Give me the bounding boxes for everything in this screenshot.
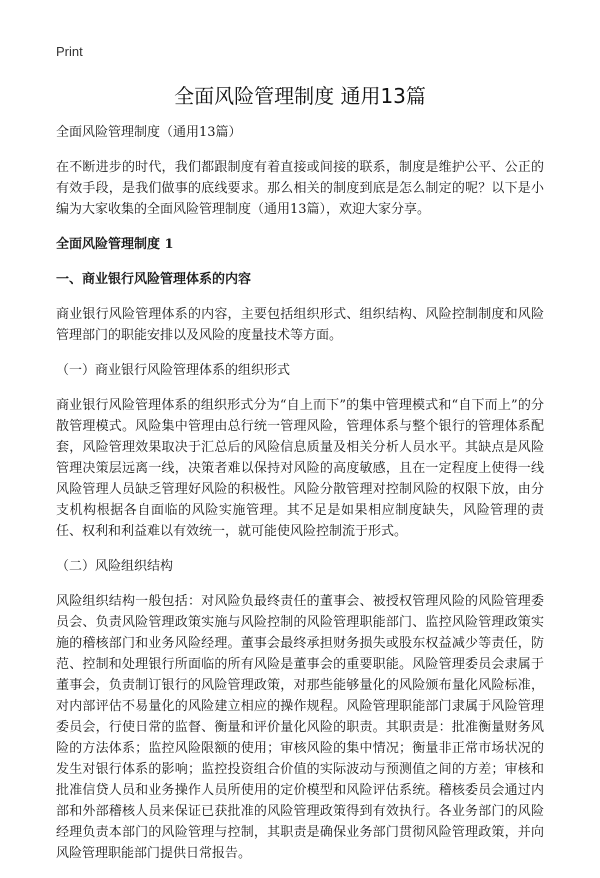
subsection-paragraph-organization-form: 商业银行风险管理体系的组织形式分为“自上而下”的集中管理模式和“自下而上”的分散管理模式。风险集中管理由总行统一管理风险，管理体系与整个银行的管理体系配套，风险管理效果取决于汇总后的风险信息质量及相关分析人员水平。其缺点是风险管理决策层远离一线，决策者难以保持对风险的高度敏感，且在一定程度上使得一线风险管理人员缺乏管理好风险的积极性。风险分散管理对控制风险的权限下放，由分支机构根据各自面临的风险实施管理。其不足是如果相应制度缺失，风险管理的责任、权利和利益难以有效统一，就可能使风险控制流于形式。 — [56, 398, 544, 539]
print-link[interactable]: Print — [56, 44, 83, 59]
section-heading: 全面风险管理制度 1 — [56, 237, 174, 252]
part-heading: 一、商业银行风险管理体系的内容 — [56, 272, 252, 287]
document-subtitle: 全面风险管理制度（通用13篇） — [56, 125, 242, 140]
part-paragraph: 商业银行风险管理体系的内容，主要包括组织形式、组织结构、风险控制制度和风险管理部门的职能安排以及风险的度量技术等方面。 — [56, 307, 544, 343]
subsection-heading-organization-structure: （二）风险组织结构 — [56, 559, 174, 574]
document-body — [56, 122, 544, 878]
document-title: 全面风险管理制度 通用13篇 — [174, 84, 426, 108]
intro-paragraph: 在不断进步的时代，我们都跟制度有着直接或间接的联系，制度是维护公平、公正的有效手段，是我们做事的底线要求。那么相关的制度到底是怎么制定的呢？以下是小编为大家收集的全面风险管理制度（通用13篇），欢迎大家分享。 — [56, 160, 544, 217]
subsection-heading-organization-form: （一）商业银行风险管理体系的组织形式 — [56, 363, 291, 378]
subsection-paragraph-organization-structure: 风险组织结构一般包括：对风险负最终责任的董事会、被授权管理风险的风险管理委员会、负责风险管理政策实施与风险控制的风险管理职能部门、监控风险管理政策实施的稽核部门和业务风险经理。董事会最终承担财务损失或股东权益减少等责任，防范、控制和处理银行所面临的所有风险是董事会的重要职能。风险管理委员会隶属于董事会，负责制订银行的风险管理政策，对那些能够量化的风险颁布量化风险标准，对内部评估不易量化的风险建立相应的操作规程。风险管理职能部门隶属于风险管理委员会，行使日常的监督、衡量和评价量化风险的职责。其职责是：批准衡量财务风险的方法体系；监控风险限额的使用；审核风险的集中情况；衡量非正常市场状况的发生对银行体系的影响；监控投资组合价值的实际波动与预测值之间的方差；审核和批准信贷人员和业务操作人员所使用的定价模型和风险评估系统。稽核委员会通过内部和外部稽核人员来保证已获批准的风险管理政策得到有效执行。各业务部门的风险经理负责本部门的风险管理与控制，其职责是确保业务部门贯彻风险管理政策，并向风险管理职能部门提供日常报告。 — [56, 594, 544, 861]
